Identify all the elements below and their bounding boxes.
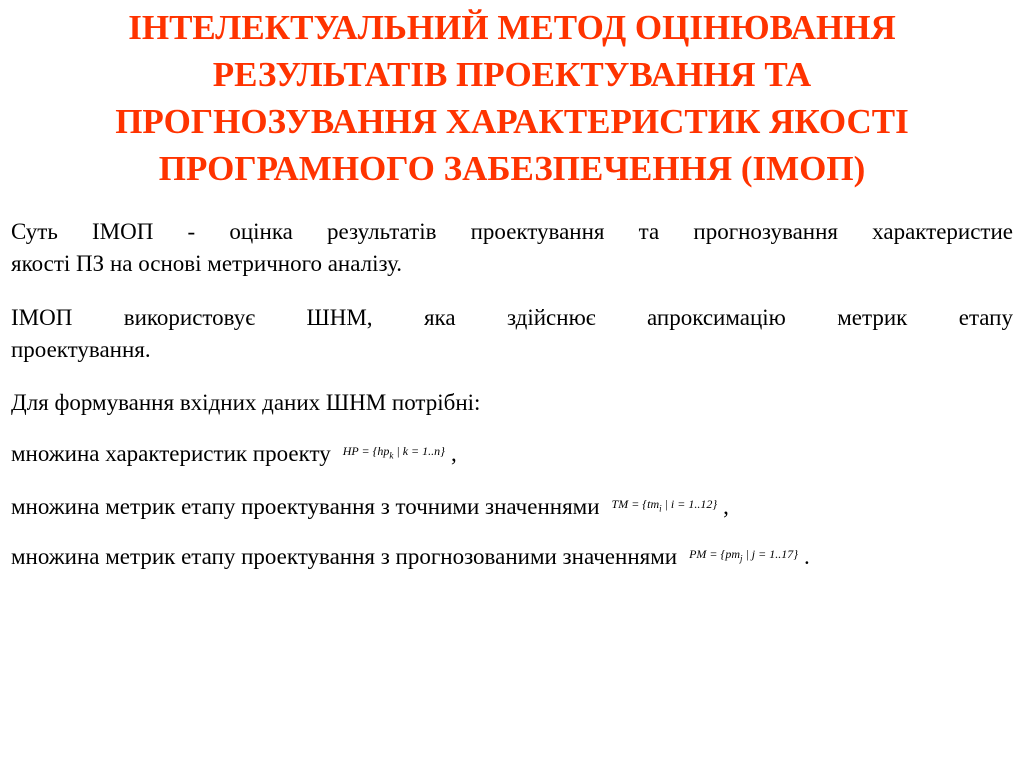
item-text: множина характеристик проекту [11, 441, 331, 466]
paragraph-line: Суть ІМОП - оцінка результатів проектування та прогнозування характеристие [11, 219, 1013, 244]
essence-paragraph [11, 216, 1013, 280]
title-line: ІНТЕЛЕКТУАЛЬНИЙ МЕТОД ОЦІНЮВАННЯ [128, 8, 896, 47]
title-line: РЕЗУЛЬТАТІВ ПРОЕКТУВАННЯ ТА [212, 55, 812, 94]
item-punctuation: . [804, 544, 810, 569]
slide-title [30, 4, 994, 192]
item-punctuation: , [450, 441, 457, 466]
hp-formula: HP = {$hp_k$ | k = 1..n} [342, 444, 445, 461]
paragraph-line: якості ПЗ на основі метричного аналізу. [11, 251, 403, 276]
paragraph-line: проектування. [11, 337, 151, 362]
tm-formula: TM = {$tm_i$ | i = 1..12} [611, 497, 718, 514]
item-text: множина метрик етапу проектування з точними значеннями [11, 494, 600, 519]
title-line: ПРОГНОЗУВАННЯ ХАРАКТЕРИСТИК ЯКОСТІ [115, 102, 909, 141]
title-line: ПРОГРАМНОГО ЗАБЕЗПЕЧЕННЯ (ІМОП) [158, 149, 866, 188]
exact-metrics-item [11, 491, 1013, 523]
item-text: множина метрик етапу проектування з прогнозованими значеннями [11, 544, 678, 569]
project-characteristics-item [11, 438, 1013, 470]
predicted-metrics-item [11, 541, 1013, 573]
paragraph-line: ІМОП використовує ШНМ, яка здійснює апроксимацію метрик етапу [11, 305, 1013, 330]
inputs-paragraph: Для формування вхідних даних ШНМ потрібні: [11, 390, 481, 415]
pm-formula: PM = {$pm_j$ | j = 1..17} [689, 547, 799, 564]
item-punctuation: , [723, 494, 729, 519]
usage-paragraph [11, 302, 1013, 366]
